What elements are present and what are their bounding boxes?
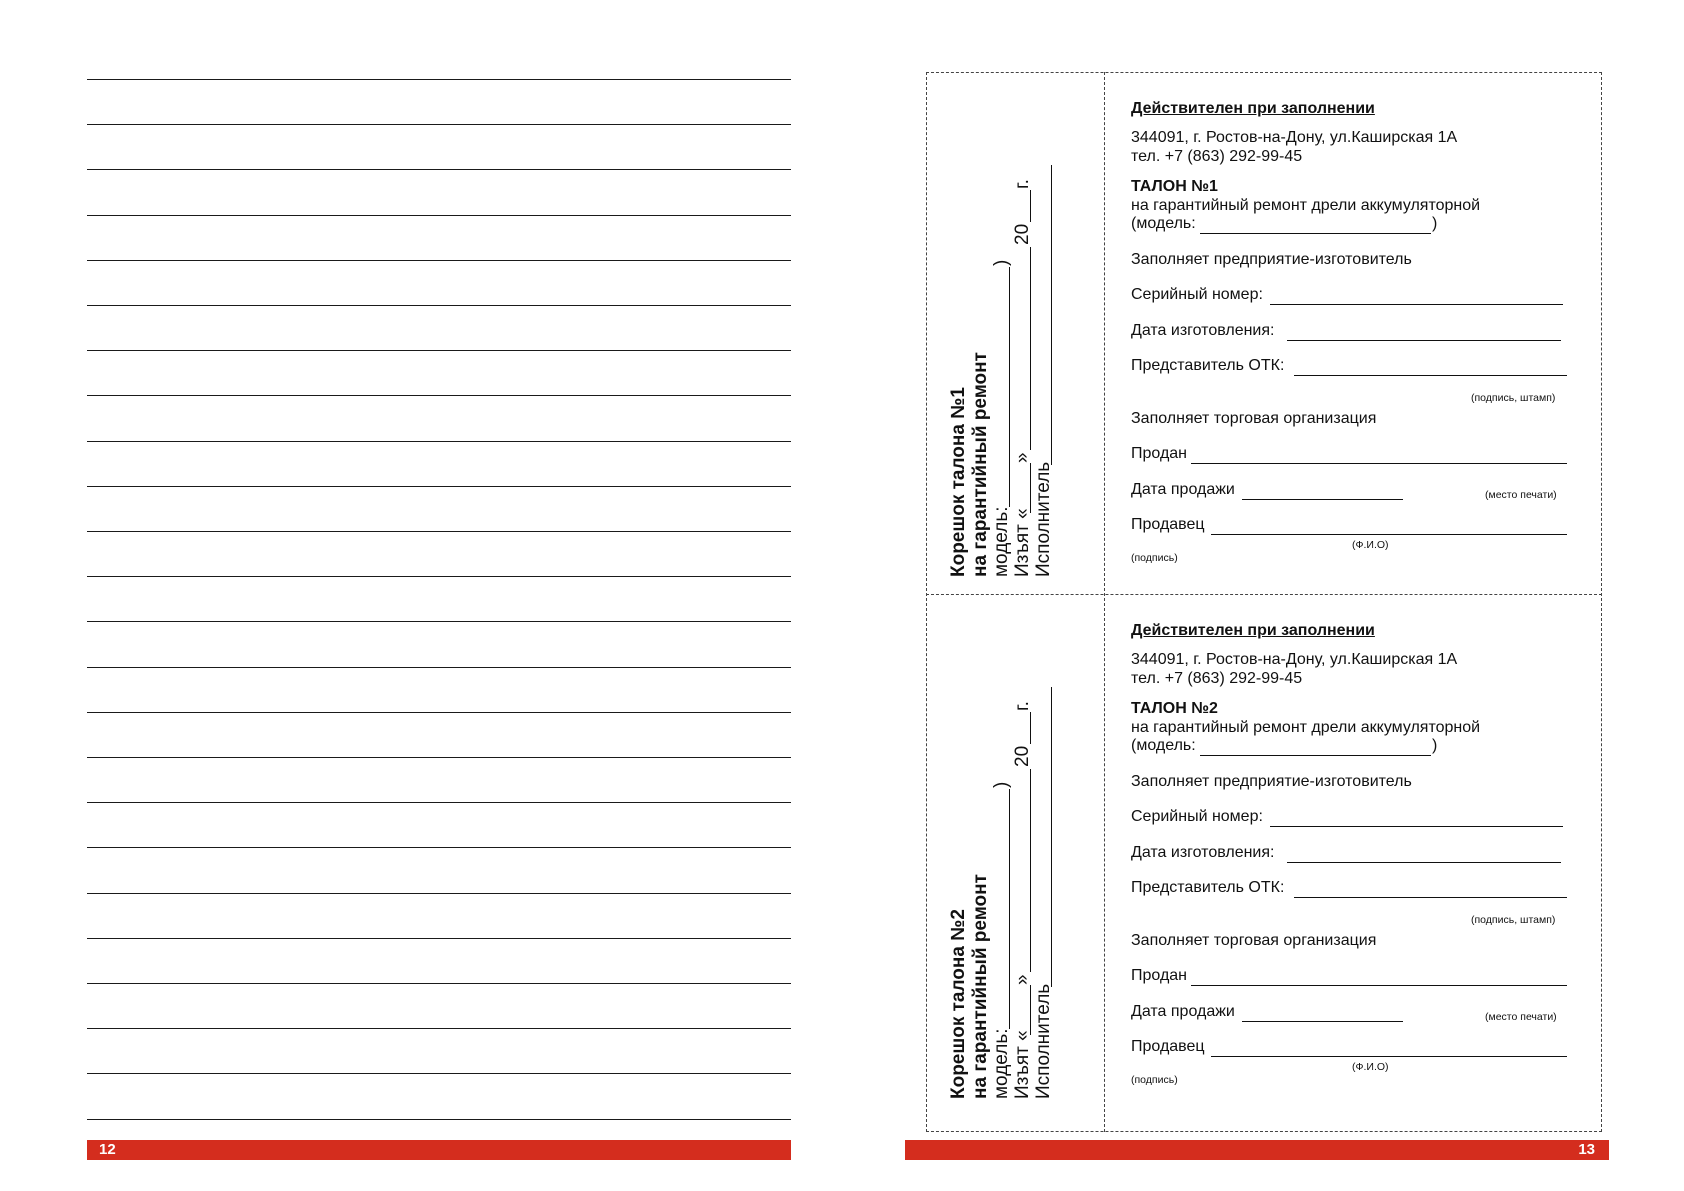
stub-model-label: модель: [991, 506, 1012, 577]
stub-model-close: ) [991, 781, 1012, 788]
stub-subtitle: на гарантийный ремонт [970, 352, 991, 577]
trade-heading: Заполняет торговая организация [1131, 410, 1377, 427]
model-close: ) [1432, 737, 1438, 754]
note-line [87, 79, 791, 80]
serial-label: Серийный номер: [1131, 808, 1263, 825]
manufacturer-heading: Заполняет предприятие-изготовитель [1131, 251, 1412, 268]
address-line: 344091, г. Ростов-на-Дону, ул.Каширская 1А [1131, 651, 1458, 668]
note-line [87, 893, 791, 894]
note-line [87, 441, 791, 442]
sale-date-label: Дата продажи [1131, 1003, 1235, 1020]
otk-line [1294, 897, 1567, 898]
valid-when-filled: Действителен при заполнении [1131, 622, 1375, 639]
note-line [87, 215, 791, 216]
stub-model-label: модель: [991, 1028, 1012, 1099]
stub-executor-label: Исполнитель [1033, 983, 1054, 1099]
signature-note: (подпись) [1131, 552, 1178, 564]
mfg-date-label: Дата изготовления: [1131, 844, 1275, 861]
stub-year-suffix: г. [1012, 179, 1033, 189]
serial-line [1270, 304, 1563, 305]
stub-executor-label: Исполнитель [1033, 461, 1054, 577]
note-line [87, 847, 791, 848]
mfg-date-label: Дата изготовления: [1131, 322, 1275, 339]
right-page-number: 13 [1578, 1141, 1595, 1158]
note-line [87, 983, 791, 984]
stub-year-suffix: г. [1012, 701, 1033, 711]
address-line: 344091, г. Ростов-на-Дону, ул.Каширская 1А [1131, 129, 1458, 146]
stub-model-line [1009, 267, 1010, 507]
mfg-date-line [1287, 340, 1561, 341]
mfg-date-line [1287, 862, 1561, 863]
sale-date-label: Дата продажи [1131, 481, 1235, 498]
note-line [87, 802, 791, 803]
model-line [1200, 233, 1431, 234]
note-line [87, 395, 791, 396]
manufacturer-heading: Заполняет предприятие-изготовитель [1131, 773, 1412, 790]
coupon-stub [932, 117, 1052, 577]
note-line [87, 1028, 791, 1029]
left-page-footer-bar [87, 1140, 791, 1160]
serial-line [1270, 826, 1563, 827]
sign-stamp-note: (подпись, штамп) [1471, 392, 1556, 404]
model-label: (модель: [1131, 215, 1196, 232]
stub-title: Корешок талона №1 [948, 387, 969, 577]
stub-cut-line [1104, 72, 1105, 1132]
note-line [87, 305, 791, 306]
coupon-title: ТАЛОН №1 [1131, 178, 1218, 195]
note-line [87, 1073, 791, 1074]
otk-label: Представитель ОТК: [1131, 357, 1285, 374]
fio-note: (Ф.И.О) [1352, 1061, 1389, 1073]
stub-month-line [1030, 247, 1031, 450]
stub-day-line [1030, 985, 1031, 1035]
note-line [87, 531, 791, 532]
valid-when-filled: Действителен при заполнении [1131, 100, 1375, 117]
repair-text: на гарантийный ремонт дрели аккумуляторной [1131, 197, 1481, 214]
stub-model-close: ) [991, 259, 1012, 266]
model-line [1200, 755, 1431, 756]
coupon-stub [932, 639, 1052, 1099]
note-line [87, 124, 791, 125]
stub-executor-line [1051, 165, 1052, 465]
note-line [87, 667, 791, 668]
seller-label: Продавец [1131, 1038, 1205, 1055]
note-line [87, 350, 791, 351]
stub-seized-quote: » [1012, 452, 1033, 463]
note-line [87, 260, 791, 261]
stub-year-prefix: 20 [1012, 745, 1033, 767]
stub-day-line [1030, 463, 1031, 513]
seller-line [1211, 1056, 1567, 1057]
stub-seized-label: Изъят « [1012, 1030, 1033, 1099]
trade-heading: Заполняет торговая организация [1131, 932, 1377, 949]
note-line [87, 712, 791, 713]
model-label: (модель: [1131, 737, 1196, 754]
sold-line [1191, 463, 1567, 464]
fio-note: (Ф.И.О) [1352, 539, 1389, 551]
coupon-cut-line [926, 594, 1602, 595]
signature-note: (подпись) [1131, 1074, 1178, 1086]
left-page-number: 12 [99, 1141, 116, 1158]
seller-label: Продавец [1131, 516, 1205, 533]
sign-stamp-note: (подпись, штамп) [1471, 914, 1556, 926]
stub-model-line [1009, 789, 1010, 1029]
sale-date-line [1242, 1021, 1403, 1022]
seller-line [1211, 534, 1567, 535]
coupon-title: ТАЛОН №2 [1131, 700, 1218, 717]
stub-year-line [1030, 190, 1031, 222]
sold-label: Продан [1131, 967, 1188, 984]
sale-date-line [1242, 499, 1403, 500]
sold-label: Продан [1131, 445, 1188, 462]
note-line [87, 169, 791, 170]
stub-year-line [1030, 712, 1031, 744]
stub-seized-label: Изъят « [1012, 508, 1033, 577]
note-line [87, 576, 791, 577]
stub-year-prefix: 20 [1012, 223, 1033, 245]
phone-line: тел. +7 (863) 292-99-45 [1131, 148, 1303, 165]
stub-month-line [1030, 769, 1031, 972]
note-line [87, 621, 791, 622]
note-line [87, 486, 791, 487]
note-line [87, 938, 791, 939]
model-close: ) [1432, 215, 1438, 232]
stub-executor-line [1051, 687, 1052, 987]
seal-note: (место печати) [1485, 489, 1557, 501]
serial-label: Серийный номер: [1131, 286, 1263, 303]
note-line [87, 757, 791, 758]
otk-label: Представитель ОТК: [1131, 879, 1285, 896]
note-line [87, 1119, 791, 1120]
phone-line: тел. +7 (863) 292-99-45 [1131, 670, 1303, 687]
sold-line [1191, 985, 1567, 986]
otk-line [1294, 375, 1567, 376]
stub-title: Корешок талона №2 [948, 909, 969, 1099]
stub-subtitle: на гарантийный ремонт [970, 874, 991, 1099]
stub-seized-quote: » [1012, 974, 1033, 985]
seal-note: (место печати) [1485, 1011, 1557, 1023]
repair-text: на гарантийный ремонт дрели аккумуляторной [1131, 719, 1481, 736]
right-page-footer-bar [905, 1140, 1609, 1160]
